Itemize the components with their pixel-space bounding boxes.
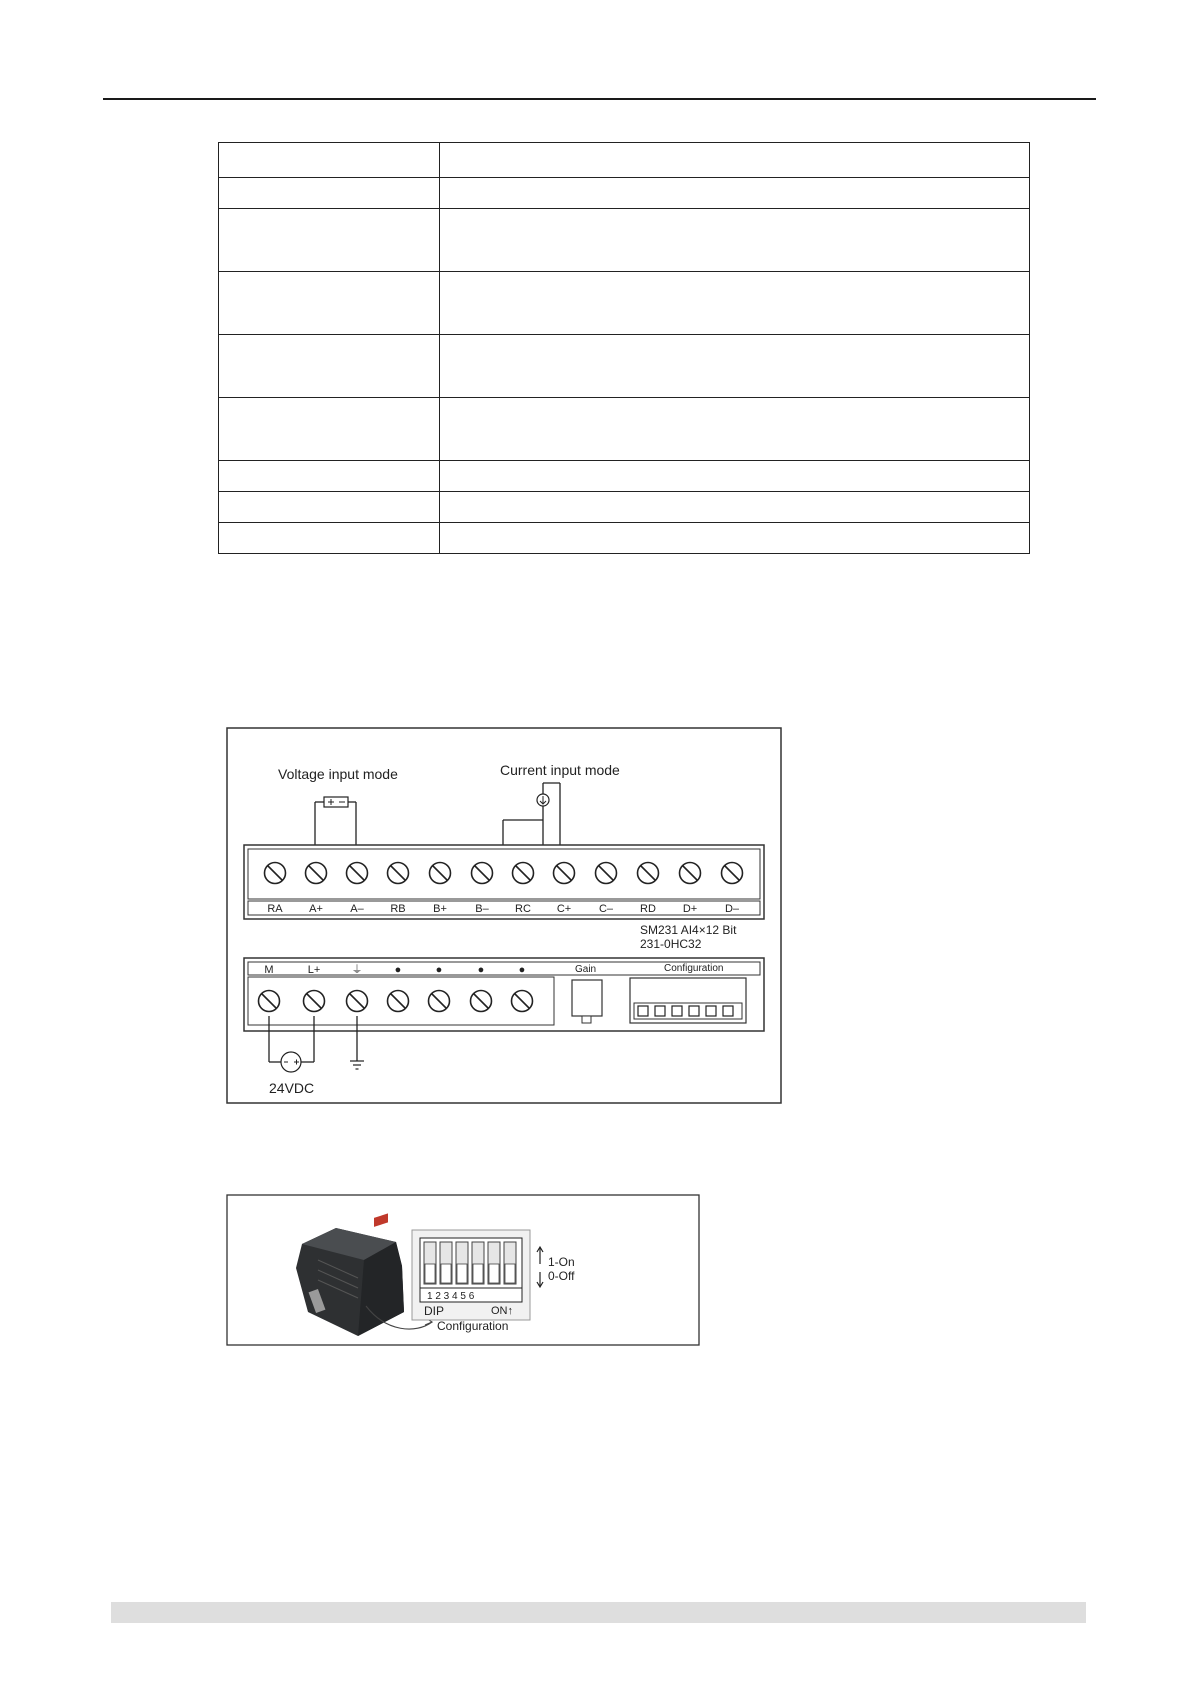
spec-label-cell [219, 523, 440, 554]
spec-label-cell [219, 178, 440, 209]
terminal-label: B+ [433, 903, 447, 915]
gain-knob-icon [572, 980, 602, 1023]
spec-value-cell [440, 272, 1030, 335]
spec-row [219, 143, 1030, 178]
terminal-screw-icon [265, 863, 286, 884]
dip-switch-lever [472, 1242, 484, 1284]
current-mode-label: Current input mode [500, 762, 620, 778]
terminal-label: C– [598, 903, 614, 915]
terminal-label: L+ [307, 964, 321, 976]
terminal-label: A– [350, 903, 364, 915]
spec-row [219, 523, 1030, 554]
spec-label-cell [219, 335, 440, 398]
config-switch-cell [689, 1006, 699, 1016]
terminal-label: ● [518, 964, 526, 976]
terminal-label: D– [724, 903, 740, 915]
spec-label-cell [219, 143, 440, 178]
terminal-label: RC [515, 903, 531, 915]
spec-value-cell [440, 143, 1030, 178]
terminal-screw-icon [472, 863, 493, 884]
terminal-screw-icon [388, 863, 409, 884]
terminal-screw-icon [554, 863, 575, 884]
terminal-screw-icon [680, 863, 701, 884]
on-label: ON↑ [491, 1305, 513, 1317]
spec-row [219, 335, 1030, 398]
terminal-label: D+ [682, 903, 698, 915]
module-part: 231-0HC32 [640, 937, 702, 951]
spec-row [219, 461, 1030, 492]
config-dip-switch [630, 978, 746, 1023]
off-legend: 0-Off [548, 1269, 575, 1283]
wiring-diagram [226, 727, 782, 1109]
spec-row [219, 272, 1030, 335]
config-switch-cell [723, 1006, 733, 1016]
spec-value-cell [440, 523, 1030, 554]
terminal-label: C+ [556, 903, 572, 915]
terminal-label: RB [390, 903, 406, 915]
terminal-label: ● [394, 964, 402, 976]
spec-row [219, 209, 1030, 272]
terminal-screw-icon [429, 991, 450, 1012]
config-switch-cell [655, 1006, 665, 1016]
spec-value-cell [440, 178, 1030, 209]
footer-bar [111, 1602, 1086, 1623]
dip-switch-lever [504, 1242, 516, 1284]
terminal-screw-icon [306, 863, 327, 884]
terminal-screw-icon [430, 863, 451, 884]
spec-table [218, 142, 1030, 554]
gain-label: Gain [575, 964, 597, 975]
terminal-label: RA [267, 903, 283, 915]
terminal-label: ● [435, 964, 443, 976]
spec-row [219, 492, 1030, 523]
config-switch-cell [638, 1006, 648, 1016]
spec-label-cell [219, 492, 440, 523]
terminal-screw-icon [471, 991, 492, 1012]
terminal-screw-icon [388, 991, 409, 1012]
spec-label-cell [219, 209, 440, 272]
terminal-screw-icon [259, 991, 280, 1012]
terminal-screw-icon [596, 863, 617, 884]
spec-row [219, 398, 1030, 461]
spec-value-cell [440, 209, 1030, 272]
dip-switch-detail [412, 1230, 530, 1320]
module-model: SM231 AI4×12 Bit [640, 923, 737, 937]
terminal-label: M [264, 964, 274, 976]
config-switch-cell [706, 1006, 716, 1016]
terminal-label: ⏚ [351, 964, 363, 976]
terminal-screw-icon [347, 863, 368, 884]
spec-label-cell [219, 272, 440, 335]
dip-switch-lever [488, 1242, 500, 1284]
terminal-screw-icon [304, 991, 325, 1012]
spec-row [219, 178, 1030, 209]
terminal-screw-icon [512, 991, 533, 1012]
config-switch-cell [672, 1006, 682, 1016]
config-label: Configuration [664, 963, 724, 974]
spec-label-cell [219, 398, 440, 461]
terminal-screw-icon [347, 991, 368, 1012]
terminal-label: ● [477, 964, 485, 976]
dip-caption: Configuration [437, 1319, 509, 1333]
spec-value-cell [440, 398, 1030, 461]
header-rule [103, 98, 1096, 100]
dip-numbers: 1 2 3 4 5 6 [427, 1291, 475, 1302]
terminal-screw-icon [513, 863, 534, 884]
dip-diagram [226, 1194, 700, 1351]
spec-value-cell [440, 461, 1030, 492]
spec-label-cell [219, 461, 440, 492]
voltage-mode-label: Voltage input mode [278, 766, 398, 782]
terminal-screw-icon [722, 863, 743, 884]
dip-switch-lever [424, 1242, 436, 1284]
spec-value-cell [440, 335, 1030, 398]
terminal-screw-icon [638, 863, 659, 884]
terminal-label: B– [475, 903, 489, 915]
supply-label: 24VDC [269, 1080, 315, 1096]
spec-value-cell [440, 492, 1030, 523]
dip-label: DIP [424, 1304, 445, 1318]
terminal-label: A+ [309, 903, 323, 915]
terminal-label: RD [640, 903, 656, 915]
dip-switch-lever [456, 1242, 468, 1284]
dip-switch-lever [440, 1242, 452, 1284]
on-legend: 1-On [548, 1255, 575, 1269]
